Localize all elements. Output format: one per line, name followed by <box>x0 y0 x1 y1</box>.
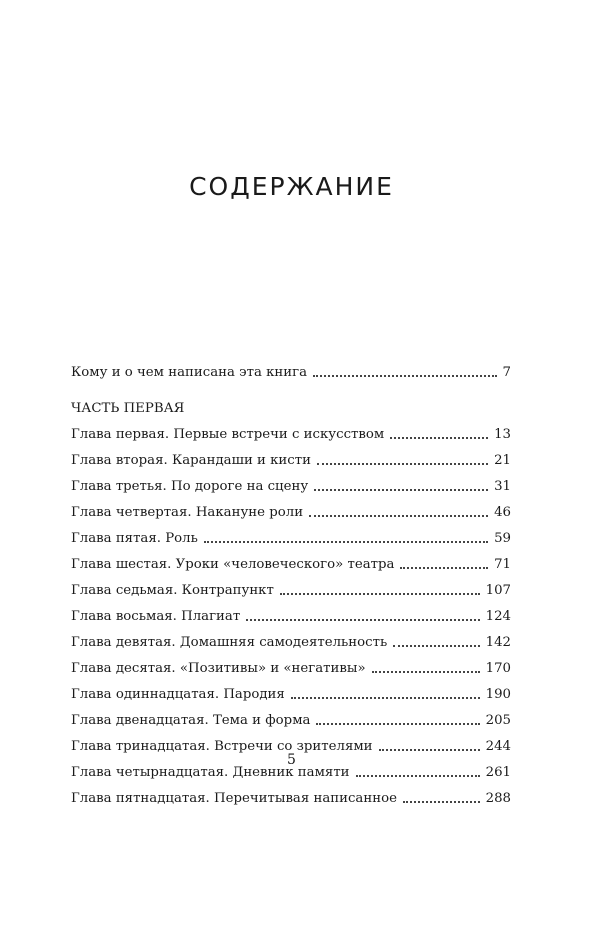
toc-entry-label: Глава седьмая. Контрапункт <box>71 583 274 598</box>
page-title: СОДЕРЖАНИЕ <box>189 172 394 201</box>
dot-leader <box>393 636 479 650</box>
dot-leader <box>356 766 480 780</box>
toc-entry-page: 124 <box>485 609 511 624</box>
toc-entry-page: 21 <box>494 453 511 468</box>
dot-leader <box>314 480 488 494</box>
dot-leader <box>291 688 480 702</box>
toc-entry-label: Кому и о чем написана эта книга <box>71 365 308 380</box>
toc-entry-page: 31 <box>494 479 511 494</box>
toc-entry-page: 288 <box>485 791 511 806</box>
toc-entry-label: Глава двенадцатая. Тема и форма <box>71 713 311 728</box>
toc-entry-page: 13 <box>494 427 511 442</box>
table-of-contents <box>71 360 511 812</box>
toc-entry-page: 261 <box>485 765 511 780</box>
toc-entry-intro <box>71 360 511 386</box>
toc-entry-label: Глава пятая. Роль <box>71 531 198 546</box>
toc-entry-page: 71 <box>494 557 511 572</box>
page-number: 5 <box>287 752 296 768</box>
toc-entry <box>71 708 511 734</box>
toc-entry-label: Глава вторая. Карандаши и кисти <box>71 453 311 468</box>
toc-entry-label: Глава одиннадцатая. Пародия <box>71 687 285 702</box>
toc-entry-label: Глава десятая. «Позитивы» и «негативы» <box>71 661 366 676</box>
toc-entry-label: Глава третья. По дороге на сцену <box>71 479 309 494</box>
toc-entry <box>71 656 511 682</box>
dot-leader <box>313 366 496 380</box>
toc-entry-label: Глава восьмая. Плагиат <box>71 609 241 624</box>
toc-entry-page: 142 <box>485 635 511 650</box>
toc-entry-label: Глава пятнадцатая. Перечитывая написанное <box>71 791 397 806</box>
dot-leader <box>317 454 488 468</box>
toc-entry-page: 107 <box>485 583 511 598</box>
toc-entry <box>71 500 511 526</box>
toc-entry-page: 205 <box>485 713 511 728</box>
toc-entry-label: Глава первая. Первые встречи с искусством <box>71 427 385 442</box>
toc-entry <box>71 630 511 656</box>
part-heading: ЧАСТЬ ПЕРВАЯ <box>71 401 185 416</box>
toc-entry <box>71 474 511 500</box>
toc-entry-label: Глава девятая. Домашняя самодеятельность <box>71 635 388 650</box>
toc-entry-label: Глава четырнадцатая. Дневник памяти <box>71 765 350 780</box>
toc-entry <box>71 526 511 552</box>
dot-leader <box>316 714 479 728</box>
dot-leader <box>390 428 488 442</box>
toc-entry <box>71 448 511 474</box>
toc-entry-label: Глава тринадцатая. Встречи со зрителями <box>71 739 373 754</box>
toc-entry <box>71 604 511 630</box>
dot-leader <box>204 532 488 546</box>
toc-entry-page: 46 <box>494 505 511 520</box>
toc-entry-page: 244 <box>485 739 511 754</box>
toc-entry <box>71 552 511 578</box>
toc-entry <box>71 682 511 708</box>
toc-entry-label: Глава шестая. Уроки «человеческого» театра <box>71 557 395 572</box>
toc-entry <box>71 786 511 812</box>
dot-leader <box>372 662 480 676</box>
dot-leader <box>280 584 480 598</box>
toc-entry-page: 59 <box>494 531 511 546</box>
toc-entry-page: 170 <box>485 661 511 676</box>
toc-entry-label: Глава четвертая. Накануне роли <box>71 505 304 520</box>
dot-leader <box>246 610 479 624</box>
toc-entry-page: 7 <box>502 365 511 380</box>
toc-entry <box>71 422 511 448</box>
dot-leader <box>400 558 488 572</box>
toc-entry-page: 190 <box>485 687 511 702</box>
dot-leader <box>309 506 488 520</box>
toc-entry <box>71 578 511 604</box>
dot-leader <box>403 792 480 806</box>
